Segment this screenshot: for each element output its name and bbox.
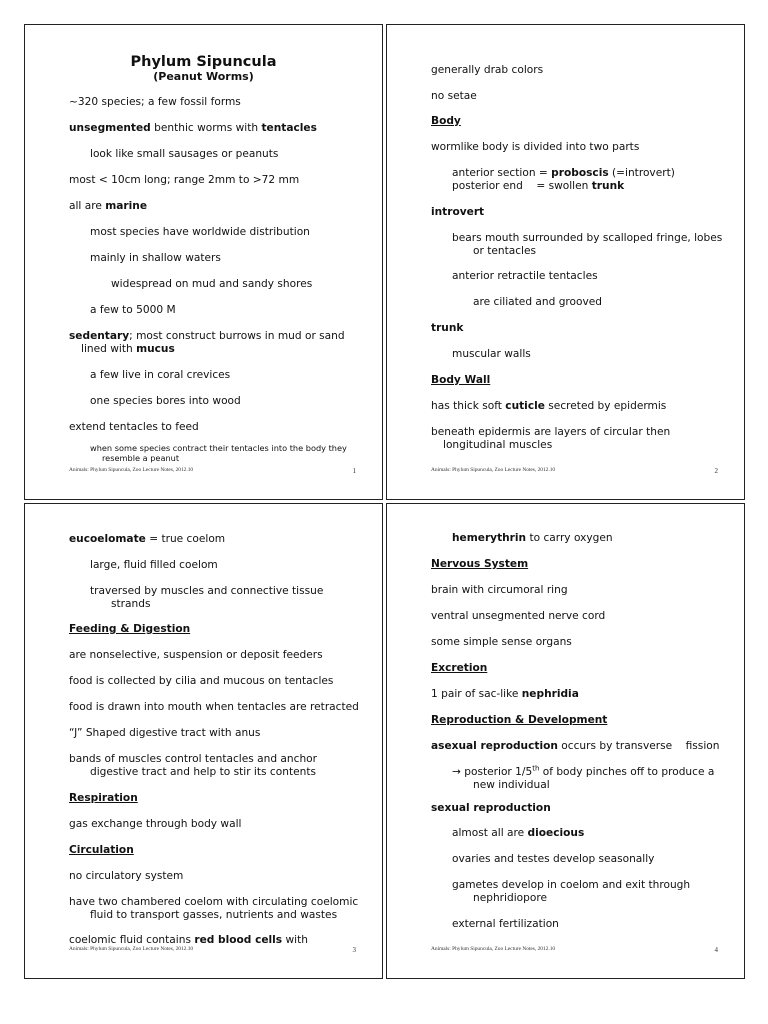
text-line: anterior retractile tentacles: [452, 270, 598, 282]
text-line: ovaries and testes develop seasonally: [452, 853, 655, 865]
page-number: 2: [714, 467, 718, 475]
text-line: large, fluid filled coelom: [90, 559, 218, 571]
text-line: has thick soft cuticle secreted by epidermis: [431, 400, 667, 412]
text-line: ventral unsegmented nerve cord: [431, 610, 606, 622]
text-line: gametes develop in coelom and exit through: [452, 879, 691, 891]
text-line: mainly in shallow waters: [90, 252, 221, 264]
text-line: “J” Shaped digestive tract with anus: [69, 727, 261, 739]
text-line: most species have worldwide distribution: [90, 226, 310, 238]
page-number: 4: [714, 946, 718, 954]
text-line: brain with circumoral ring: [431, 584, 568, 596]
text-line: all are marine: [69, 200, 148, 212]
slide-2: [386, 24, 745, 500]
text-line: are ciliated and grooved: [473, 296, 603, 308]
text-line: lined with mucus: [81, 343, 175, 355]
text-line: ~320 species; a few fossil forms: [69, 96, 241, 108]
text-line: digestive tract and help to stir its contents: [90, 766, 316, 778]
text-line: traversed by muscles and connective tissue: [90, 585, 324, 597]
text-line: strands: [111, 598, 151, 610]
text-line: are nonselective, suspension or deposit feeders: [69, 649, 323, 661]
text-line: have two chambered coelom with circulating coelomic: [69, 896, 359, 908]
text-line: bands of muscles control tentacles and anchor: [69, 753, 318, 765]
page-number: 1: [352, 467, 356, 475]
text-line: almost all are dioecious: [452, 827, 585, 839]
text-line: longitudinal muscles: [443, 439, 553, 451]
text-line: asexual reproduction occurs by transverse fission: [431, 740, 720, 752]
slide-footer: Animals: Phylum Sipuncula, Zoo Lecture Notes, 2012.10: [69, 467, 194, 473]
section-heading-respiration: Respiration: [69, 792, 138, 804]
slide-title: Phylum Sipuncula: [130, 54, 277, 70]
section-heading-trunk: trunk: [431, 322, 464, 334]
text-line: 1 pair of sac-like nephridia: [431, 688, 579, 700]
section-heading-reproduction: Reproduction & Development: [431, 714, 608, 726]
slide-footer: Animals: Phylum Sipuncula, Zoo Lecture Notes, 2012.10: [431, 946, 556, 952]
text-line: bears mouth surrounded by scalloped fringe, lobes: [452, 232, 723, 244]
section-heading-nervous: Nervous System: [431, 558, 529, 570]
slide-3: [24, 503, 383, 979]
text-line: a few live in coral crevices: [90, 369, 231, 381]
text-line: or tentacles: [473, 245, 537, 257]
section-heading-body-wall: Body Wall: [431, 374, 491, 386]
slide-1: [24, 24, 383, 500]
text-line: generally drab colors: [431, 64, 544, 76]
text-line: sedentary; most construct burrows in mud or sand: [69, 330, 345, 342]
text-line: extend tentacles to feed: [69, 421, 199, 433]
slide-footer: Animals: Phylum Sipuncula, Zoo Lecture Notes, 2012.10: [69, 946, 194, 952]
text-line: beneath epidermis are layers of circular then: [431, 426, 671, 438]
text-line: no setae: [431, 90, 477, 102]
section-heading-introvert: introvert: [431, 206, 485, 218]
text-line: most < 10cm long; range 2mm to >72 mm: [69, 174, 300, 186]
text-line: unsegmented benthic worms with tentacles: [69, 122, 317, 134]
text-line: coelomic fluid contains red blood cells with: [69, 934, 308, 946]
text-line: gas exchange through body wall: [69, 818, 242, 830]
section-heading-circulation: Circulation: [69, 844, 134, 856]
slide-footer: Animals: Phylum Sipuncula, Zoo Lecture Notes, 2012.10: [431, 467, 556, 473]
slide-subtitle: (Peanut Worms): [153, 70, 254, 83]
slide-4: [386, 503, 745, 979]
text-line: look like small sausages or peanuts: [90, 148, 279, 160]
text-line: anterior section = proboscis (=introvert): [452, 167, 675, 179]
text-line: hemerythrin to carry oxygen: [452, 532, 613, 544]
text-line: a few to 5000 M: [90, 304, 176, 316]
text-line: nephridiopore: [473, 892, 547, 904]
text-line: widespread on mud and sandy shores: [111, 278, 313, 290]
text-line: wormlike body is divided into two parts: [431, 141, 640, 153]
text-line: food is collected by cilia and mucous on tentacles: [69, 675, 334, 687]
text-line: resemble a peanut: [102, 453, 180, 463]
text-line: fluid to transport gasses, nutrients and wastes: [90, 909, 338, 921]
section-heading-body: Body: [431, 115, 461, 127]
text-line: when some species contract their tentacles into the body they: [90, 443, 347, 453]
section-heading-sexual: sexual reproduction: [431, 802, 551, 814]
text-line: muscular walls: [452, 348, 531, 360]
page-number: 3: [352, 946, 356, 954]
text-line: → posterior 1/5th of body pinches off to produce a: [452, 764, 715, 778]
text-line: food is drawn into mouth when tentacles are retracted: [69, 701, 359, 713]
text-line: some simple sense organs: [431, 636, 572, 648]
text-line: eucoelomate = true coelom: [69, 533, 226, 545]
text-line: new individual: [473, 779, 550, 791]
text-line: posterior end = swollen trunk: [452, 180, 625, 192]
section-heading-excretion: Excretion: [431, 662, 488, 674]
text-line: external fertilization: [452, 918, 559, 930]
section-heading-feeding: Feeding & Digestion: [69, 623, 191, 635]
text-line: no circulatory system: [69, 870, 184, 882]
text-line: one species bores into wood: [90, 395, 241, 407]
